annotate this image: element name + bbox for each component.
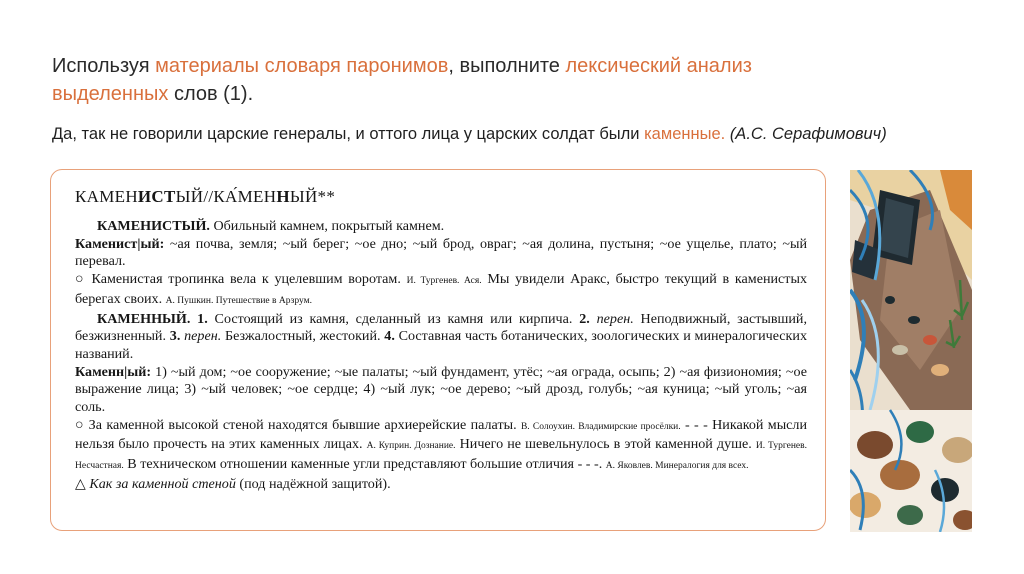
quote-sentence: Да, так не говорили царские генералы, и оттого лица у царских солдат были каменные. (А.С. Серафимович) — [52, 125, 887, 143]
dictionary-headword: КАМЕНИСТЫЙ//КА́МЕННЫЙ** — [75, 187, 336, 206]
stones-waterfall-illustration — [850, 170, 972, 532]
highlight-paronym-dictionary: материалы словаря паронимов — [155, 55, 449, 77]
task-text: Используя материалы словаря паронимов, выполните лексический анализ выделенных слов (1). — [52, 55, 752, 105]
dictionary-entry — [75, 186, 807, 494]
entry-kamenny-collocations: Каменн|ый: 1) ~ый дом; ~ое сооружение; ~ые палаты; ~ый фундамент, утёс; ~ая ограда, осыпь; 2) ~ая физиономия; ~ое выражение лица; 3) ~ый человек; ~ое сердце; 4) ~ый лук; ~ое дерево; ~ый дрозд, голубь; ~ая куница; ~ый уголь; ~ая соль. — [75, 363, 807, 416]
entry-kamenisty-examples: ○ Каменистая тропинка вела к уцелевшим воротам. И. Тургенев. Ася. Мы увидели Аракс, быстро текущий в каменистых берегах своих. А. Пушкин. Путешествие в Арзрум. — [75, 271, 807, 307]
entry-kamenny-definition: КАМЕННЫЙ. 1. Состоящий из камня, сделанный из камня или кирпича. 2. перен. Неподвижный, застывший, безжизненный. 3. перен. Безжалостный, жестокий. 4. Составная часть ботанических, зоологических и минералогических названий. — [75, 310, 807, 362]
entry-kamenisty-collocations: Каменист|ый: ~ая почва, земля; ~ый берег; ~ое дно; ~ый брод, овраг; ~ая долина, пустыня; ~ое ущелье, плато; ~ый перевал. — [75, 235, 807, 270]
entry-kamenny-examples: ○ За каменной высокой стеной находятся бывшие архиерейские палаты. В. Солоухин. Владимирские просёлки. - - - Никакой мысли нельзя было прочесть на этих каменных лицах. А. Куприн. Дознание. Ничего не шевельнулось в этой каменной душе. И. Тургенев. Несчастная. В техническом отношении каменные угли представляют большие отличия - - -. А. Яковлев. Минералогия для всех. — [75, 416, 808, 473]
quote-author: (А.С. Серафимович) — [729, 125, 887, 143]
entry-kamenisty-definition: КАМЕНИСТЫЙ. Обильный камнем, покрытый камнем. — [97, 218, 445, 234]
illustration-svg — [850, 170, 972, 532]
highlighted-word: каменные — [644, 125, 721, 143]
entry-idiom: △ Как за каменной стеной (под надёжной защитой). — [75, 475, 391, 492]
highlight-lexical-analysis: лексический анализ выделенных — [52, 55, 752, 105]
